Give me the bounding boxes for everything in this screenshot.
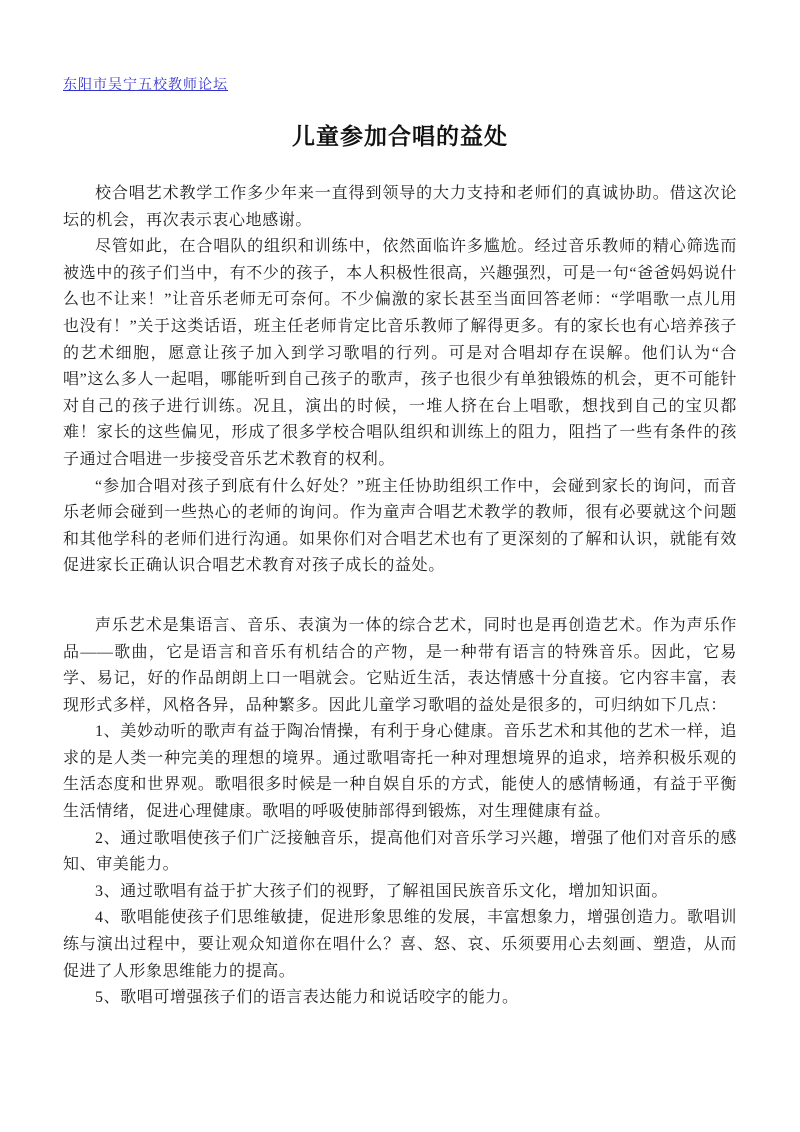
paragraph: 尽管如此，在合唱队的组织和训练中，依然面临许多尴尬。经过音乐教师的精心筛选而被选中的孩子们当中，有不少的孩子，本人积极性很高，兴趣强烈，可是一句“爸爸妈妈说什么也不让来！”让音乐老师无可奈何。不少偏激的家长甚至当面回答老师：“学唱歌一点儿用也没有！”关于这类话语，班主任老师肯定比音乐教师了解得更多。有的家长也有心培养孩子的艺术细胞，愿意让孩子加入到学习歌唱的行列。可是对合唱却存在误解。他们认为“合唱”这么多人一起唱，哪能听到自己孩子的歌声，孩子也很少有单独锻炼的机会，更不可能针对自己的孩子进行训练。况且，演出的时候，一堆人挤在台上唱歌，想找到自己的宝贝都难！家长的这些偏见，形成了很多学校合唱队组织和训练上的阻力，阻挡了一些有条件的孩子通过合唱进一步接受音乐艺术教育的权利。: [63, 238, 737, 468]
paragraph: 4、歌唱能使孩子们思维敏捷，促进形象思维的发展，丰富想象力，增强创造力。歌唱训练与演出过程中，要让观众知道你在唱什么？喜、怒、哀、乐须要用心去刻画、塑造，从而促进了人形象思维能力的提高。: [63, 909, 737, 980]
paragraph: 1、美妙动听的歌声有益于陶冶情操，有利于身心健康。音乐艺术和其他的艺术一样，追求的是人类一种完美的理想的境界。通过歌唱寄托一种对理想境界的追求，培养积极乐观的生活态度和世界观。歌唱很多时候是一种自娱自乐的方式，能使人的感情畅通，有益于平衡生活情绪，促进心理健康。歌唱的呼吸使肺部得到锻炼，对生理健康有益。: [63, 723, 737, 821]
document-body: [63, 181, 737, 1012]
forum-link[interactable]: 东阳市吴宁五校教师论坛: [63, 78, 228, 93]
paragraph: 2、通过歌唱使孩子们广泛接触音乐，提高他们对音乐学习兴趣，增强了他们对音乐的感知、审美能力。: [63, 829, 737, 874]
paragraph: 3、通过歌唱有益于扩大孩子们的视野，了解祖国民族音乐文化，增加知识面。: [95, 882, 669, 900]
paragraph: 5、歌唱可增强孩子们的语言表达能力和说话咬字的能力。: [95, 989, 519, 1007]
document-title: 儿童参加合唱的益处: [292, 124, 508, 149]
paragraph: 校合唱艺术教学工作多少年来一直得到领导的大力支持和老师们的真诚协助。借这次论坛的机会，再次表示衷心地感谢。: [63, 185, 737, 229]
paragraph: “参加合唱对孩子到底有什么好处？”班主任协助组织工作中，会碰到家长的询问，而音乐老师会碰到一些热心的老师的询问。作为童声合唱艺术教学的教师，很有必要就这个问题和其他学科的老师们进行沟通。如果你们对合唱艺术也有了更深刻的了解和认识，就能有效促进家长正确认识合唱艺术教育对孩子成长的益处。: [63, 477, 737, 575]
paragraph: 声乐艺术是集语言、音乐、表演为一体的综合艺术，同时也是再创造艺术。作为声乐作品——歌曲，它是语言和音乐有机结合的产物，是一种带有语言的特殊音乐。因此，它易学、易记，好的作品朗朗上口一唱就会。它贴近生活，表达情感十分直接。它内容丰富，表现形式多样，风格各异，品种繁多。因此儿童学习歌唱的益处是很多的，可归纳如下几点：: [63, 616, 737, 714]
